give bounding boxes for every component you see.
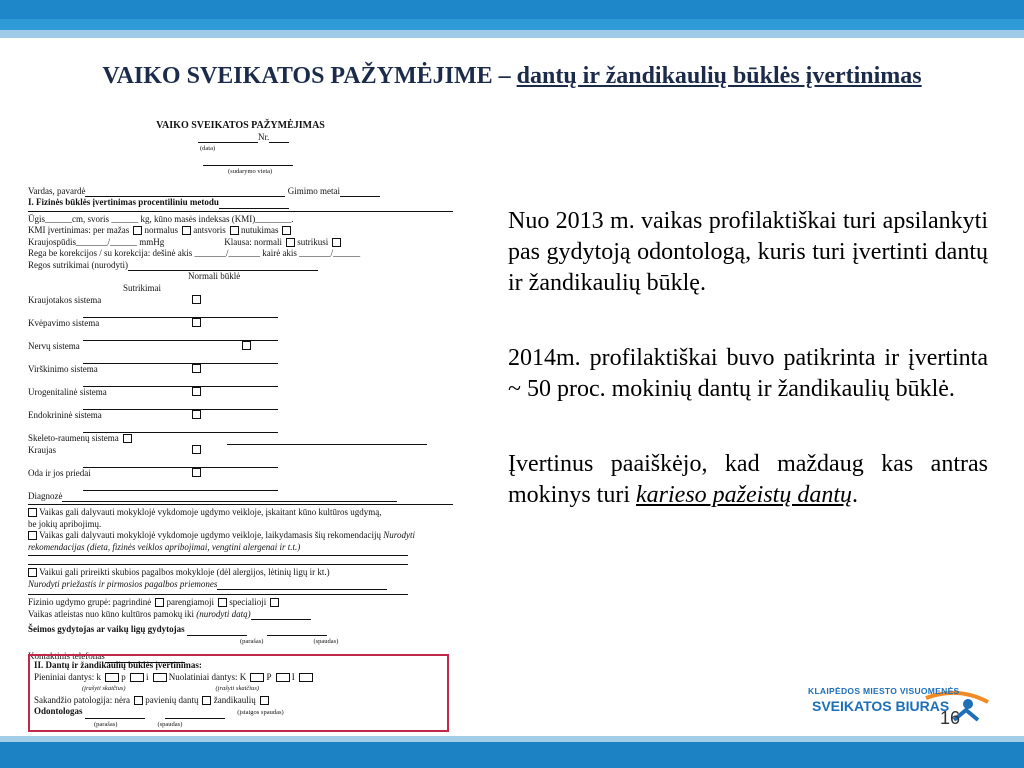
form-participate2b: rekomendacijas (dieta, fizinės veiklos apribojimai, vengtini alergenai ir t.t.) <box>28 541 301 552</box>
form-pe-row <box>28 597 453 609</box>
checkbox <box>202 696 211 705</box>
form-normal-label: Normali būklė <box>188 271 241 281</box>
form-emergency-text: Vaikui gali prireikti skubios pagalbos mokykloje (dėl alergijos, lėtinių ligų ir kt.) <box>39 567 330 577</box>
organization-logo <box>808 684 996 724</box>
form-blood-row <box>28 445 453 457</box>
form-line <box>219 200 289 209</box>
form-line <box>83 401 278 410</box>
form-line <box>83 378 278 387</box>
form-blood-label: Kraujas <box>28 444 56 455</box>
form-line <box>128 262 318 271</box>
checkbox <box>28 508 37 517</box>
form-nr-row <box>198 132 453 144</box>
form-numbers-label-2: (įrašyti skaičius) <box>215 685 260 692</box>
form-hearing-impaired: sutrikusi <box>297 236 329 247</box>
form-spacer <box>28 178 453 186</box>
form-diagnosis-row <box>28 491 453 503</box>
form-line-row <box>83 376 453 388</box>
form-line-row <box>83 353 453 365</box>
checkbox <box>130 673 144 682</box>
form-line <box>203 157 293 166</box>
checkbox <box>192 364 201 373</box>
checkbox <box>299 673 313 682</box>
checkbox <box>260 696 269 705</box>
form-kmi-normal: normalus <box>144 225 178 235</box>
paragraph-3 <box>508 449 988 511</box>
checkbox <box>192 295 201 304</box>
form-system-label: Kvėpavimo sistema <box>28 318 100 328</box>
form-kmi-row <box>28 225 453 237</box>
form-vision-row: Rega be korekcijos / su korekcija: dešinė akis _______/_______ kairė akis _______/______ <box>28 248 361 258</box>
checkbox <box>28 531 37 540</box>
top-band-shade <box>0 30 1024 38</box>
form-line <box>340 188 380 197</box>
form-heading: VAIKO SVEIKATOS PAŽYMĖJIMAS <box>156 120 325 131</box>
form-system-row <box>28 295 453 307</box>
top-band <box>0 0 1024 38</box>
form-line <box>269 134 289 143</box>
title-underlined: dantų ir žandikaulių būklės įvertinimas <box>516 63 922 89</box>
form-line-row <box>83 399 453 411</box>
form-height-row: Ūgis______cm, svoris ______ kg, kūno masės indeksas (KMI)________. <box>28 213 294 224</box>
checkbox <box>282 226 291 235</box>
form-dentist-row <box>34 706 443 719</box>
form-system-label: Urogenitalinė sistema <box>28 387 107 397</box>
checkbox <box>105 673 119 682</box>
form-stamp-label: (spaudas) <box>313 637 339 645</box>
form-permanent-teeth-label: Nuolatiniai dantys: K <box>168 671 247 682</box>
form-line <box>267 627 327 636</box>
form-skeleton-label: Skeleto-raumenų sistema <box>28 433 119 443</box>
form-birth-label: Gimimo metai <box>287 185 340 196</box>
form-emergency-row <box>28 567 453 579</box>
form-divider <box>28 555 408 556</box>
form-dentist-stamp: (spaudas) <box>157 720 183 728</box>
form-signature-label: (parašas) <box>240 637 264 645</box>
form-system-row <box>28 364 453 376</box>
form-institution-stamp: (įstaigos spaudas) <box>237 709 284 716</box>
title-main: VAIKO SVEIKATOS PAŽYMĖJIME – <box>102 63 517 89</box>
form-line-row <box>83 422 453 434</box>
checkbox <box>270 598 279 607</box>
form-phone-label: Kontaktinis telefonas <box>28 651 105 661</box>
dental-section-box <box>28 654 449 732</box>
form-section1-heading <box>28 197 453 209</box>
checkbox <box>192 387 201 396</box>
form-dentist-signature: (parašas) <box>94 720 118 728</box>
form-sig-labels <box>240 636 453 648</box>
form-name-label: Vardas, pavardė <box>28 185 86 196</box>
checkbox <box>242 341 251 350</box>
form-skin-label: Oda ir jos priedai <box>28 467 91 478</box>
form-skin-row <box>28 468 453 480</box>
form-line <box>62 493 397 502</box>
form-data-label: (data) <box>200 145 216 152</box>
checkbox <box>153 673 167 682</box>
checkbox <box>332 238 341 247</box>
checkbox <box>218 598 227 607</box>
form-exempt-italic: (nurodyti datą) <box>196 608 251 619</box>
form-numbers-row <box>34 683 443 695</box>
form-nr-label: Nr. <box>258 131 270 142</box>
form-bite-single: pavienių dantų <box>145 694 199 705</box>
form-participate2-text: Vaikas gali dalyvauti mokyklojė vykdomoje ugdymo veikloje, laikydamasis šių rekomendacijų <box>39 530 382 540</box>
paragraph-3-end: . <box>852 482 859 508</box>
form-section1-text: I. Fizinės būklės įvertinimas procentiliniu metodu <box>28 197 219 207</box>
form-line-row <box>83 456 453 468</box>
logo-figure-head <box>963 699 973 709</box>
page-number: 16 <box>940 708 961 728</box>
form-doctor-label: Šeimos gydytojas ar vaikų ligų gydytojas <box>28 624 185 634</box>
form-system-row <box>28 318 453 330</box>
form-divider <box>28 564 408 565</box>
form-kmi-obesity: nutukimas <box>240 225 279 235</box>
form-system-label: Endokrininė sistema <box>28 410 102 420</box>
form-pressure-row <box>28 237 453 249</box>
form-pe-prep: parengiamoji <box>166 597 214 607</box>
form-system-row <box>28 341 453 353</box>
paragraph-3-emphasis: karieso pažeistų dantų <box>636 482 853 508</box>
checkbox <box>155 598 164 607</box>
logo-line-1: KLAIPĖDOS MIESTO VISUOMENĖS <box>808 686 960 696</box>
form-section2-heading: II. Dantų ir žandikaulių būklės įvertinimas: <box>34 660 202 670</box>
checkbox <box>123 434 132 443</box>
paragraph-1: Nuo 2013 m. vaikas profilaktiškai turi apsilankyti pas gydytoją odontologą, kuris turi įvertinti dantų ir žandikaulių būklę. <box>508 208 988 296</box>
form-dentist-label: Odontologas <box>34 706 83 716</box>
form-doctor-row <box>28 624 453 636</box>
form-name-row <box>28 186 453 198</box>
body-text <box>508 206 988 555</box>
checkbox <box>192 410 201 419</box>
form-divider <box>28 594 408 595</box>
checkbox <box>192 468 201 477</box>
form-line <box>251 611 311 620</box>
form-place-label: (sudarymo vieta) <box>228 168 273 175</box>
form-pe-special: specialioji <box>229 597 267 607</box>
form-disorders-label: Sutrikimai <box>123 282 161 293</box>
form-pe-label: Fizinio ugdymo grupė: pagrindinė <box>28 597 152 607</box>
form-vision-disorders-row <box>28 260 453 272</box>
health-certificate-form <box>28 120 453 735</box>
form-kmi-overweight: antsvoris <box>193 225 226 235</box>
form-numbers-label-1: (įrašyti skaičius) <box>82 685 126 692</box>
form-milk-teeth-label: Pieniniai dantys: k <box>34 671 101 682</box>
form-line <box>83 424 278 433</box>
form-line <box>198 134 258 143</box>
form-line-row <box>83 479 453 491</box>
form-emergency-italic: Nurodyti priežastis ir pirmosios pagalbos priemones <box>28 578 218 589</box>
form-skeleton-row <box>28 433 453 445</box>
checkbox <box>133 226 142 235</box>
form-exempt-row <box>28 609 453 621</box>
form-emergency-it-row <box>28 579 453 591</box>
paragraph-3-text: Įvertinus paaiškėjo, kad maždaug kas antras mokinys turi <box>508 451 988 508</box>
form-place-line <box>203 155 453 167</box>
form-teeth-row: Pieniniai dantys: k p i Nuolatiniai dantys: K P I <box>34 672 443 684</box>
form-kmi-label: KMI įvertinimas: per mažas <box>28 225 130 235</box>
bottom-band-line <box>0 736 1024 742</box>
form-system-label: Kraujotakos sistema <box>28 295 102 305</box>
form-line <box>83 459 278 468</box>
checkbox <box>286 238 295 247</box>
form-system-row <box>28 410 453 422</box>
form-vision-disorders-label: Regos sutrikimai (nurodyti) <box>28 259 128 270</box>
form-line <box>83 482 278 491</box>
form-participate2-italic: Nurodyti <box>383 530 415 540</box>
checkbox <box>28 568 37 577</box>
paragraph-2: 2014m. profilaktiškai buvo patikrinta ir įvertinta ~ 50 proc. mokinių dantų ir žandikaulių būklė. <box>508 345 988 402</box>
checkbox <box>192 318 201 327</box>
form-divider <box>28 211 453 212</box>
form-diagnosis-label: Diagnozė <box>28 490 63 501</box>
checkbox <box>134 696 143 705</box>
form-participate1-row <box>28 507 453 519</box>
form-line <box>83 309 278 318</box>
bottom-band <box>0 736 1024 768</box>
form-system-label: Nervų sistema <box>28 341 80 351</box>
form-dentist-sig-labels <box>94 719 443 731</box>
form-divider <box>28 504 453 505</box>
form-exempt-text: Vaikas atleistas nuo kūno kultūros pamokų iki <box>28 608 194 619</box>
form-line <box>165 710 225 719</box>
form-bite-jaws: žandikaulių <box>213 694 256 705</box>
form-line <box>217 581 387 590</box>
checkbox <box>192 445 201 454</box>
form-line <box>85 710 145 719</box>
form-participate1-text: Vaikas gali dalyvauti mokyklojė vykdomoje ugdymo veikloje, įskaitant kūno kultūros ugdymą, <box>39 507 382 517</box>
form-hearing-label: Klausa: normali <box>224 236 282 247</box>
form-line <box>83 355 278 364</box>
form-pressure-label: Kraujospūdis_______/______ mmHg <box>28 236 165 247</box>
form-bite-row <box>34 695 443 707</box>
slide-title <box>60 60 964 92</box>
form-participate2-row <box>28 530 453 542</box>
form-line <box>187 627 247 636</box>
form-bite-label: Sakandžio patologija: nėra <box>34 694 130 705</box>
form-system-label: Virškinimo sistema <box>28 364 98 374</box>
form-line <box>227 436 427 445</box>
form-line-row <box>83 330 453 342</box>
logo-line-2: SVEIKATOS BIURAS <box>812 698 950 714</box>
checkbox <box>276 673 290 682</box>
form-line <box>85 188 285 197</box>
checkbox <box>182 226 191 235</box>
form-system-row <box>28 387 453 399</box>
form-participate1b: be jokių apribojimų. <box>28 518 102 529</box>
checkbox <box>230 226 239 235</box>
form-line-row <box>83 307 453 319</box>
form-line <box>83 332 278 341</box>
checkbox <box>250 673 264 682</box>
